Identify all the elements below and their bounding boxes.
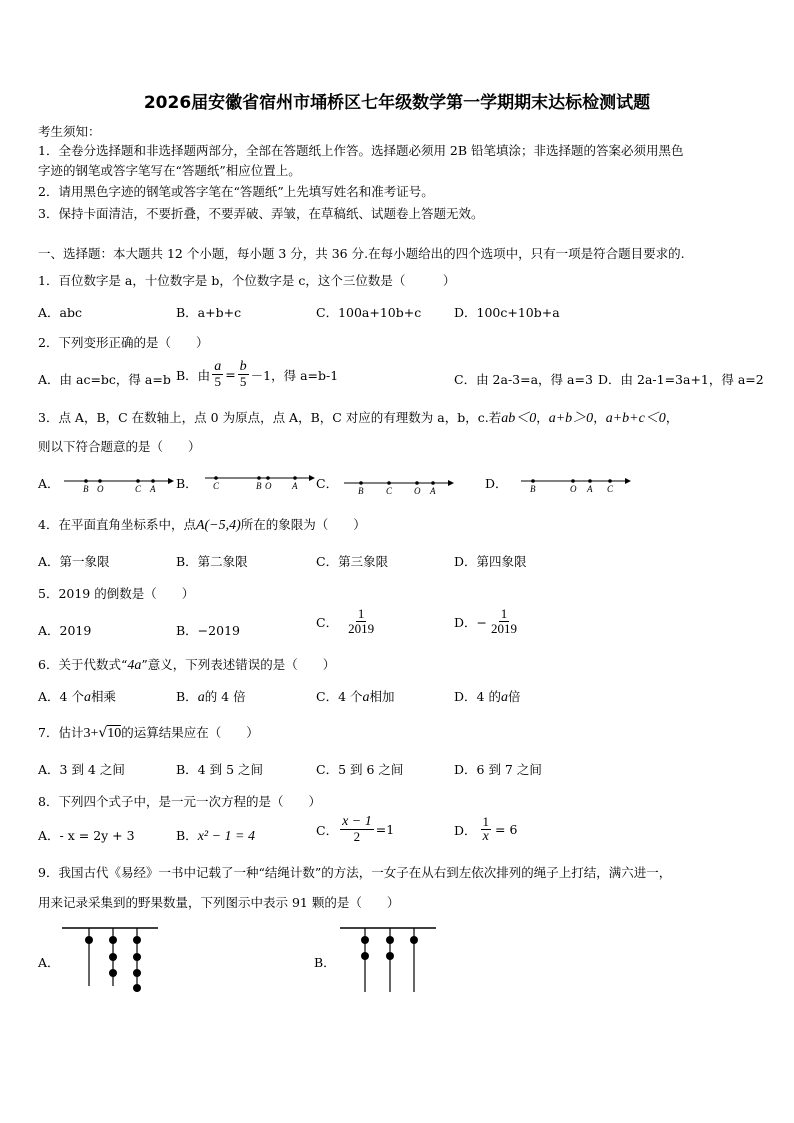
q7-expression: 3+: [83, 726, 99, 741]
q8-option-b: [176, 826, 255, 845]
separator: ，: [665, 410, 679, 425]
numerator: b: [239, 359, 247, 374]
notice-heading: 考生须知：: [38, 124, 101, 139]
point-label: B: [83, 484, 89, 494]
numerator: 1: [357, 606, 365, 621]
q3-option-b-label: B．: [176, 476, 198, 491]
q1-option-c: C．100a+10b+c: [316, 305, 422, 320]
q5-option-d: [454, 607, 519, 636]
q7-option-a: A．3 到 4 之间: [38, 762, 125, 777]
q2-option-c: C．由 2a-3=a，得 a=3: [454, 372, 593, 387]
fraction: [340, 815, 374, 844]
equals-sign: =: [225, 367, 236, 382]
q4-point: A(−5,4): [195, 518, 241, 533]
point-label: C: [607, 484, 614, 494]
q8-option-c: [316, 815, 394, 844]
variable: a: [197, 690, 205, 705]
q7-radicand: 10: [107, 726, 122, 741]
equation-tail: =1: [375, 822, 395, 837]
q3-number-line-a: [64, 473, 176, 495]
q9-knot-figure-a: [62, 926, 162, 996]
q8-option-a: A．- x = 2y + 3: [38, 828, 135, 843]
point-label: B: [530, 484, 536, 494]
q6-option-d: [454, 687, 520, 706]
q4-stem-text: 4．在平面直角坐标系中，点: [38, 517, 196, 532]
fraction: [212, 360, 223, 389]
question-1-stem: 1．百位数字是 a，十位数字是 b，个位数字是 c，这个三位数是（ ）: [38, 273, 456, 288]
q3-option-c-label: C．: [316, 476, 339, 491]
q6-stem-text: 6．关于代数式“: [38, 657, 128, 672]
question-7-stem: [38, 723, 259, 742]
q7-option-b: B．4 到 5 之间: [176, 762, 264, 777]
denominator: 5: [239, 374, 247, 389]
question-8-stem: 8．下列四个式子中，是一元一次方程的是（ ）: [38, 794, 321, 809]
option-text: C．4 个: [316, 689, 363, 704]
option-label: C．: [316, 614, 339, 630]
q3-condition-1: ab＜0: [501, 411, 537, 426]
point-label: B: [256, 481, 262, 491]
notice-line: 字迹的钢笔或答字笔写在“答题纸”相应位置上。: [38, 163, 301, 178]
q9-option-a-label: A．: [38, 955, 60, 970]
fraction: [481, 815, 492, 844]
point-label: B: [358, 486, 364, 496]
variable: a: [83, 690, 91, 705]
option-text: B．: [176, 689, 198, 704]
point-label: O: [265, 481, 272, 491]
notice-line: 3．保持卡面清洁，不要折叠，不要弄破、弄皱，在草稿纸、试题卷上答题无效。: [38, 206, 484, 221]
q5-option-c: [316, 607, 376, 636]
point-label: C: [213, 481, 220, 491]
q4-option-c: C．第三象限: [316, 554, 389, 569]
notice-line: 1．全卷分选择题和非选择题两部分，全部在答题纸上作答。选择题必须用 2B 铅笔填涂；非选择题的答案必须用黑色: [38, 143, 684, 158]
q3-option-d-label: D．: [485, 476, 508, 491]
point-label: O: [414, 486, 421, 496]
q7-option-d: D．6 到 7 之间: [454, 762, 542, 777]
separator: ，: [536, 410, 549, 425]
q5-option-b: B．−2019: [176, 623, 240, 638]
point-label: A: [150, 484, 156, 494]
option-label: D．: [454, 822, 477, 838]
q1-option-a: A．abc: [38, 305, 82, 320]
option-text: A．4 个: [38, 689, 84, 704]
point-label: O: [570, 484, 577, 494]
q7-option-c: C．5 到 6 之间: [316, 762, 404, 777]
numerator: 1: [482, 814, 490, 829]
question-6-stem: [38, 655, 335, 674]
notice-line: 2．请用黑色字迹的钢笔或答字笔在“答题纸”上先填写姓名和准考证号。: [38, 184, 434, 199]
sqrt-symbol: √: [98, 725, 108, 741]
q2-option-d: D．由 2a-1=3a+1，得 a=2: [598, 372, 764, 387]
denominator: x: [482, 829, 489, 844]
q6-stem-tail: ”意义，下列表述错误的是（ ）: [141, 657, 336, 672]
point-label: C: [386, 486, 393, 496]
separator: ，: [593, 410, 606, 425]
q1-option-b: B．a+b+c: [176, 305, 242, 320]
option-label: B．: [176, 828, 198, 843]
q6-option-b: [176, 687, 246, 706]
q4-option-a: A．第一象限: [38, 554, 110, 569]
option-text: 倍: [507, 689, 521, 704]
q6-option-c: [316, 687, 395, 706]
q2-option-b: [176, 360, 338, 389]
question-4-stem: [38, 515, 366, 534]
q7-stem-tail: 的运算结果应在（ ）: [121, 725, 259, 740]
equation-tail: = 6: [495, 822, 518, 837]
q2-b-tail: －1，得 a=b-1: [250, 367, 339, 383]
denominator: 2019: [491, 621, 517, 636]
q3-option-a-label: A．: [38, 476, 60, 491]
page-title: 2026届安徽省宿州市埇桥区七年级数学第一学期期末达标检测试题: [143, 93, 651, 113]
option-text: D．4 的: [454, 689, 501, 704]
fraction: [489, 607, 519, 636]
point-label: C: [135, 484, 142, 494]
option-label: D．−: [454, 614, 487, 630]
variable: a: [362, 690, 370, 705]
q4-stem-tail: 所在的象限为（ ）: [240, 517, 366, 532]
q4-option-d: D．第四象限: [454, 554, 527, 569]
q2-b-prefix: B．由: [176, 367, 211, 383]
question-3-stem: [38, 407, 678, 427]
option-label: C．: [316, 822, 339, 838]
numerator: x − 1: [342, 814, 372, 829]
question-2-stem: 2．下列变形正确的是（ ）: [38, 335, 209, 350]
q6-expression: 4a: [127, 658, 142, 673]
q9-knot-figure-b: [340, 926, 440, 996]
option-text: 相乘: [90, 689, 116, 704]
question-3-stem-line2: 则以下符合题意的是（ ）: [38, 439, 201, 454]
denominator: 2: [353, 829, 361, 844]
q3-stem-text: 3．点 A，B，C 在数轴上，点 0 为原点，点 A，B，C 对应的有理数为 a，b，c.若: [38, 410, 502, 425]
numerator: 1: [500, 606, 508, 621]
section-heading: 一、选择题：本大题共 12 个小题，每小题 3 分，共 36 分.在每小题给出的四个选项中，只有一项是符合题目要求的.: [38, 246, 685, 261]
variable: a: [500, 690, 508, 705]
option-text: 的 4 倍: [204, 689, 246, 704]
question-9-stem-line2: 用来记录采集到的野果数量，下列图示中表示 91 颗的是（ ）: [38, 895, 400, 910]
q9-option-b-label: B．: [314, 955, 336, 970]
q3-number-line-d: [521, 473, 633, 495]
q3-number-line-b: [205, 470, 317, 492]
question-5-stem: 5．2019 的倒数是（ ）: [38, 586, 195, 601]
q3-condition-2: a+b＞0: [548, 411, 594, 426]
q5-option-a: A．2019: [38, 623, 92, 638]
q3-condition-3: a+b+c＜0: [605, 411, 666, 426]
denominator: 5: [214, 374, 221, 389]
point-label: A: [292, 481, 298, 491]
option-text: 相加: [369, 689, 395, 704]
q8-option-d: [454, 815, 517, 844]
fraction: [346, 607, 376, 636]
fraction: [238, 360, 249, 389]
point-label: A: [430, 486, 436, 496]
q8-expression-b: x² − 1 = 4: [197, 829, 255, 844]
q6-option-a: [38, 687, 116, 706]
q3-number-line-c: [344, 475, 456, 497]
question-9-stem-line1: 9．我国古代《易经》一书中记载了一种“结绳计数”的方法，一女子在从右到左依次排列的绳子上打结，满六进一，: [38, 865, 672, 880]
point-label: O: [97, 484, 104, 494]
q2-option-a: A．由 ac=bc，得 a=b: [38, 372, 171, 387]
q7-stem-text: 7．估计: [38, 725, 84, 740]
numerator: a: [214, 359, 222, 374]
q4-option-b: B．第二象限: [176, 554, 248, 569]
q1-option-d: D．100c+10b+a: [454, 305, 560, 320]
denominator: 2019: [348, 621, 375, 636]
point-label: A: [587, 484, 593, 494]
